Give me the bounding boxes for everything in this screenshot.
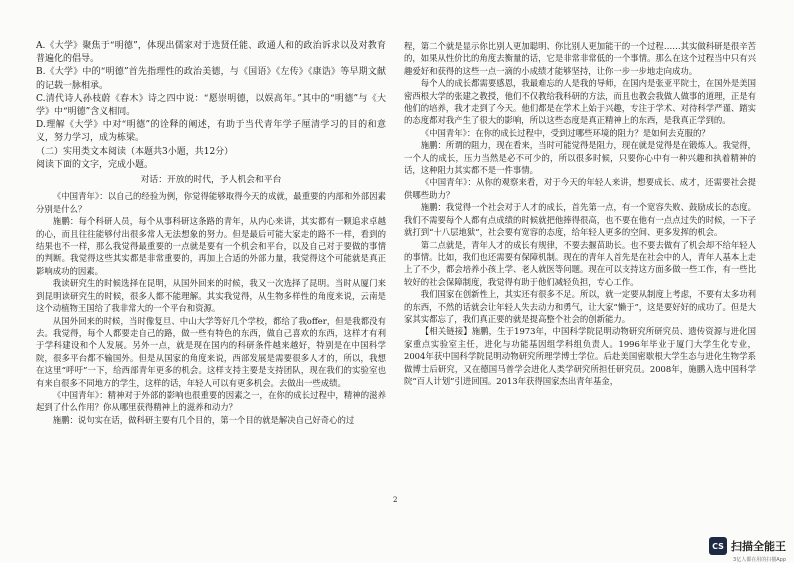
left-paragraph-2: 施鹏：每个科研人员，每个从事科研这条路的青年，从内心来讲，其实都有一颗追求卓越的心，而且往往能够付出很多常人无法想象的努力。但是最后可能大家走的路不一样，看到的结果也不一样，那么我觉得最重要的一点就是要有一个机会和平台，以及自己对于要做的事情的判断。我觉得这些其实都是非常重要的，再加上合适的外部力量，我觉得这个可能就是真正影响成功的因素。 bbox=[36, 216, 386, 276]
page-number: 2 bbox=[393, 496, 398, 504]
right-paragraph-7: 第二点就是，青年人才的成长有规律，不要去揠苗助长。也不要去做有了机会却不给年轻人的事情。比如，我们也还需要有保障机制。现在的青年人首先是在社会中的人，青年人基本上走上了不少，都会培养小孩上学、老人就医等问题。现在可以支持这方面多做一些工作，有一些比较好的社会保障制度，我觉得有助于他们减轻负担，专心工作。 bbox=[404, 239, 756, 287]
instruction: 阅读下面的文字，完成小题。 bbox=[36, 159, 154, 170]
option-d: D.理解《大学》中对“明德”的诠释的阐述，有助于当代青年学子厘清学习的目的和意义，努力学习，成为栋梁。 bbox=[36, 120, 386, 144]
right-paragraph-6: 施鹏：我觉得一个社会对于人才的成长，首先第一点，有一个宽容失败、鼓励成长的态度。我们不需要每个人都有点成绩的时候就把他捧得很高，也不要在他有一点点过失的时候，一下子就打到“十八层地狱”，社会要有宽容的态度，给年轻人更多的空间、更多发挥的机会。 bbox=[404, 202, 756, 238]
left-column bbox=[36, 40, 386, 426]
related-link-paragraph: 【相关链接】施鹏，生于1973年，中国科学院昆明动物研究所研究员、遗传资源与进化国家重点实验室主任，进化与功能基因组学科组负责人。1996年毕业于厦门大学生化专业，2004年获中国科学院昆明动物研究所理学博士学位。后赴美国密歇根大学生态与进化生物学系做博士后研究，又在德国马普学会进化人类学研究所担任研究员。2008年，施鹏入选中国科学院“百人计划”引进回国。2013年获得国家杰出青年基金， bbox=[404, 326, 756, 386]
right-paragraph-3: 《中国青年》：在你的成长过程中，受到过哪些环境的阻力？是如何去克服的？ bbox=[420, 127, 710, 138]
section-title: （二）实用类文本阅读（本题共3小题，共12分） bbox=[36, 146, 234, 157]
left-paragraph-6: 施鹏：说句实在话，做科研主要有几个目的，第一个目的就是解决自己好奇心的过 bbox=[52, 414, 355, 425]
right-paragraph-1: 程，第二个就是显示你比别人更加聪明、你比别人更加能干的一个过程……其实做科研是很辛苦的，如果从性价比的角度去衡量的话，它是非常非常低的一个事情。那么在这个过程当中只有兴趣爱好和获得的这些一点一滴的小成绩才能够坚持，让你一步一步地走向成功。 bbox=[404, 41, 756, 76]
right-paragraph-5: 《中国青年》：从你的观察来看，对于今天的年轻人来讲，想要成长、成才，还需要社会提供哪些助力？ bbox=[404, 177, 756, 200]
right-paragraph-8: 我们国家在创新性上，其实还有很多不足。所以，就一定要从制度上考虑，不要有太多功利的东西，不然的话就会让年轻人失去动力和勇气，让大家“懒于”，这是要好好的成功了。但是大家其实都忘了，我们真正要的就是提高整个社会的创新能力。 bbox=[404, 289, 756, 324]
left-paragraph-5: 《中国青年》：精神对于外部的影响也很重要的因素之一，在你的成长过程中，精神的滋养起到了什么作用？你从哪里获得精神上的滋养和动力？ bbox=[36, 389, 386, 413]
right-paragraph-2: 每个人的成长都需要感恩，我最难忘的人是我的导师，在国内是张亚平院士，在国外是美国密西根大学的张建之教授，他们不仅教给我科研的方法，而且也教会我做人做事的道理，正是有他们的培养，我才走到了今天。他们都是在学术上始于兴趣，专注于学术、对待科学严谨、踏实的态度都对我产生了很大的影响，所以这些态度是真正精神上的东西，是我真正学到的。 bbox=[404, 78, 756, 126]
cs-scanner-icon: CS bbox=[709, 537, 727, 555]
scanner-logo bbox=[709, 537, 786, 555]
left-paragraph-4: 从国外回来的时候，当时像复旦、中山大学等好几个学校，都给了我offer，但是我都没有去。我觉得，每个人都要走自己的路，做一些有特色的东西，做自己喜欢的东西，这样才有利于学科建设和个人发展。另外一点，就是现在国内的科研条件越来越好，特别是在中国科学院，很多平台都不输国外。但是从国家的角度来说，西部发展是需要很多人才的，所以，我想在这里“呼吁”一下，给西部青年更多的机会。这样支持主要是支持团队，现在我们的实验室也有来自很多不同地方的学生，这样的话，年轻人可以有更多机会。去做出一些成绩。 bbox=[36, 315, 386, 388]
option-b: B.《大学》中的“明德”首先指理性的政治美德，与《国语》《左传》《康诰》等早期文献的记载一脉相承。 bbox=[36, 67, 386, 91]
option-a: A.《大学》聚焦于“明德”，体现出儒家对于选贤任能、政通人和的政治诉求以及对教育普遍化的倡导。 bbox=[36, 41, 386, 65]
right-paragraph-4: 施鹏：所谓的阻力，现在看来，当时可能觉得是阻力，现在就是觉得是在锻炼人。我觉得，一个人的成长，压力当然是必不可少的，所以很多时候，只要你心中有一种兴趣和执着精神的话，这种阻力其实都不是一件事情。 bbox=[404, 140, 756, 176]
left-paragraph-1: 《中国青年》：以自己的经验为例，你觉得能够取得今天的成就，最重要的内部和外部因素分别是什么？ bbox=[36, 191, 386, 214]
scanner-app-name: 扫描全能王 bbox=[731, 540, 786, 553]
right-column bbox=[404, 40, 756, 387]
option-c: C.清代诗人孙枝蔚《春木》诗之四中说：“愿崇明德，以娱高年。”其中的“明德”与《大学》中“明德”含义相同。 bbox=[36, 93, 386, 118]
article-title: 对话：开放的时代，予人机会和平台 bbox=[140, 175, 282, 186]
scanner-tagline: 3亿人都在用的扫描App bbox=[733, 557, 786, 563]
left-paragraph-3: 我读研究生的时候选择在昆明，从国外回来的时候，我又一次选择了昆明。当时从厦门来到昆明读研究生的时候，很多人都不能理解。其实我觉得，从生物多样性的角度来说，云南是这个动植物王国给了我非常大的一个平台和资源。 bbox=[36, 278, 386, 314]
